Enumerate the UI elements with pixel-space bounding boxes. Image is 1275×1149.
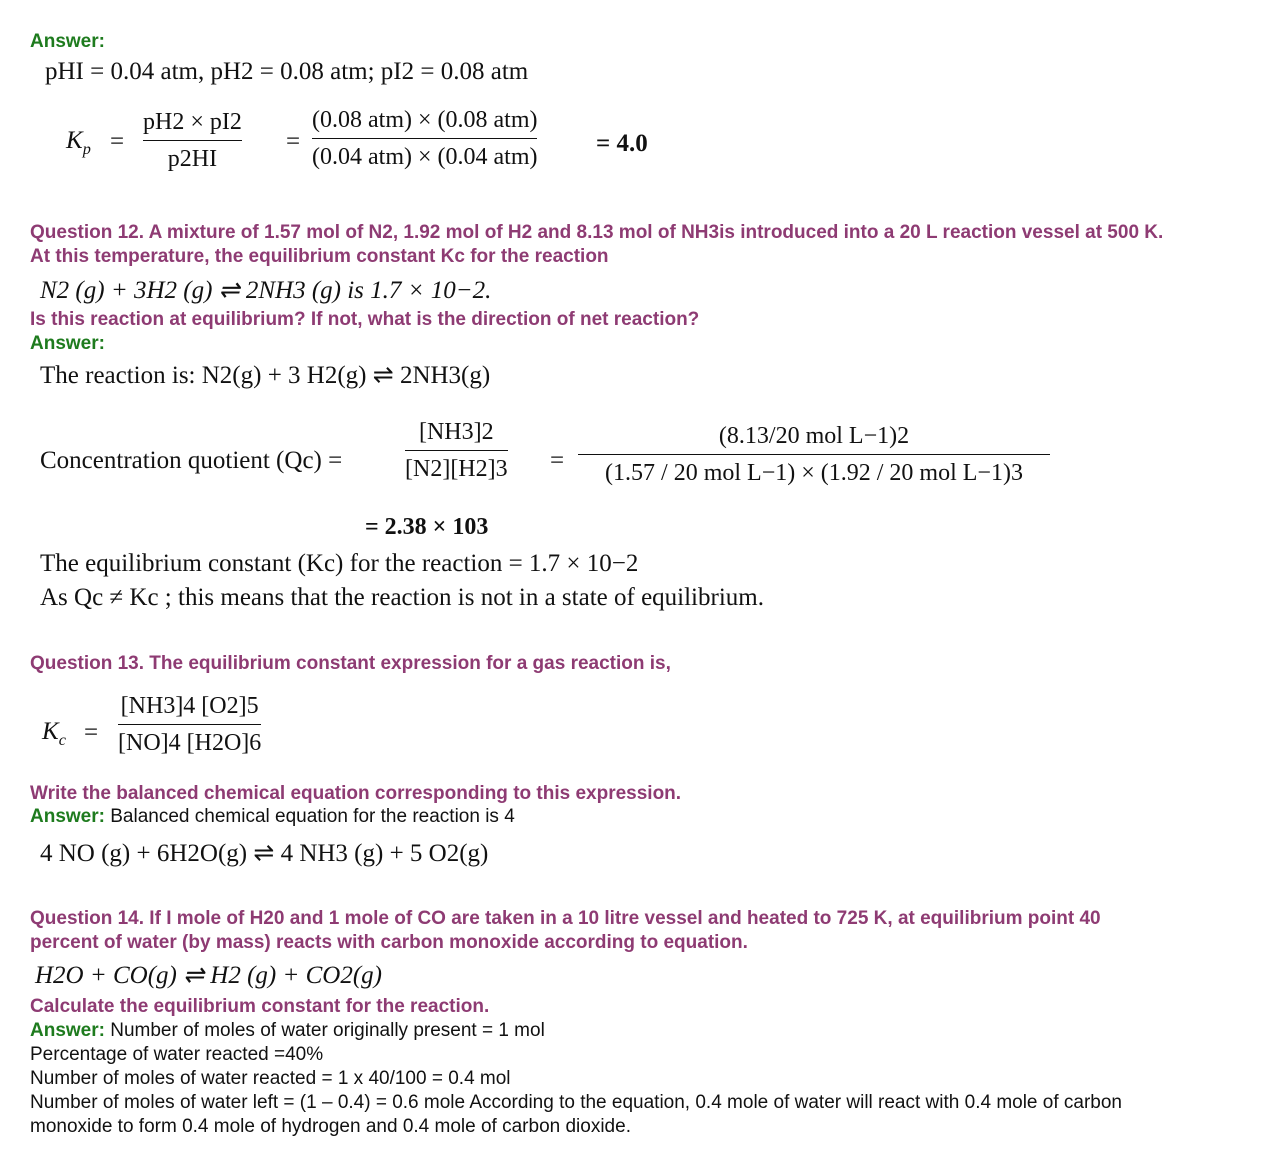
answer-label: Answer:	[30, 1020, 105, 1041]
kc-numerator: [NH3]4 [O2]5	[120, 693, 259, 719]
q13-equation: 4 NO (g) + 6H2O(g) ⇌ 4 NH3 (g) + 5 O2(g)	[40, 840, 489, 867]
kc-symbol: $K_c$	[42, 718, 66, 749]
kp-fraction-values	[312, 106, 537, 171]
qc-result: = 2.38 × 103	[365, 514, 489, 540]
q14-text-line1: Question 14. If I mole of H20 and 1 mole of CO are taken in a 10 litre vessel and heated to 725 K, at equilibrium point 40	[30, 908, 1101, 929]
answer-label: Answer:	[30, 31, 105, 52]
equals-sign: =	[286, 128, 301, 155]
q12-conclusion: As Qc ≠ Kc ; this means that the reaction is not in a state of equilibrium.	[40, 584, 764, 611]
fraction-bar	[312, 138, 537, 139]
kp-result: = 4.0	[596, 130, 648, 157]
kp-values-numerator: (0.08 atm) × (0.08 atm)	[312, 107, 538, 133]
equals-sign: =	[110, 128, 125, 155]
q12-kc-line: The equilibrium constant (Kc) for the reaction = 1.7 × 10−2	[40, 550, 639, 577]
pressures-line: pHI = 0.04 atm, pH2 = 0.08 atm; pI2 = 0.08 atm	[45, 58, 529, 85]
kc-denominator: [NO]4 [H2O]6	[118, 730, 262, 756]
kp-values-denominator: (0.04 atm) × (0.04 atm)	[312, 144, 538, 170]
q14-question: Calculate the equilibrium constant for the reaction.	[30, 996, 490, 1017]
fraction-bar	[405, 450, 508, 451]
q14-answer-line5: monoxide to form 0.4 mole of hydrogen and 0.4 mole of carbon dioxide.	[30, 1116, 631, 1137]
fraction-bar	[118, 724, 261, 725]
kp-fraction-symbolic	[143, 108, 242, 173]
q13-question: Write the balanced chemical equation corresponding to this expression.	[30, 783, 682, 804]
q12-question: Is this reaction at equilibrium? If not, what is the direction of net reaction?	[30, 309, 700, 330]
q12-text-line2: At this temperature, the equilibrium constant Kc for the reaction	[30, 246, 609, 267]
kp-symbol: $K_p$	[66, 127, 91, 158]
q14-text-line2: percent of water (by mass) reacts with carbon monoxide according to equation.	[30, 932, 748, 953]
q14-answer-line4: Number of moles of water left = (1 – 0.4) = 0.6 mole According to the equation, 0.4 mole of water will react with 0.4 mole of carbon	[30, 1092, 1122, 1113]
qc-values-numerator: (8.13/20 mol L−1)2	[718, 423, 910, 449]
q13-answer-line	[30, 806, 515, 828]
q13-answer-text: Balanced chemical equation for the reaction is 4	[110, 806, 515, 827]
q14-answer-line2: Percentage of water reacted =40%	[30, 1044, 324, 1065]
kc-expression-fraction	[118, 692, 261, 757]
answer-label: Answer:	[30, 333, 105, 354]
q14-answer-text: Number of moles of water originally present = 1 mol	[110, 1020, 545, 1041]
equals-sign: =	[84, 719, 99, 746]
fraction-bar	[143, 140, 242, 141]
qc-fraction-values	[578, 422, 1050, 487]
answer-label: Answer:	[30, 806, 105, 827]
q14-answer-line3: Number of moles of water reacted = 1 x 40/100 = 0.4 mol	[30, 1068, 511, 1089]
q12-reaction-is: The reaction is: N2(g) + 3 H2(g) ⇌ 2NH3(g)	[40, 362, 491, 389]
qc-values-denominator: (1.57 / 20 mol L−1) × (1.92 / 20 mol L−1)3	[605, 460, 1023, 486]
q14-answer-line1	[30, 1020, 545, 1042]
kp-denominator: p2HI	[167, 146, 218, 172]
equals-sign: =	[550, 447, 565, 474]
q12-text-line1: Question 12. A mixture of 1.57 mol of N2, 1.92 mol of H2 and 8.13 mol of NH3is introduced into a 20 L reaction vessel at 500 K.	[30, 222, 1164, 243]
q13-text: Question 13. The equilibrium constant expression for a gas reaction is,	[30, 653, 671, 674]
fraction-bar	[578, 454, 1050, 455]
kp-numerator: pH2 × pI2	[143, 109, 242, 135]
qc-denominator: [N2][H2]3	[405, 456, 508, 482]
q12-reaction: N2 (g) + 3H2 (g) ⇌ 2NH3 (g) is 1.7 × 10−2.	[40, 277, 492, 304]
qc-numerator: [NH3]2	[418, 419, 494, 445]
q14-equation: H2O + CO(g) ⇌ H2 (g) + CO2(g)	[35, 962, 383, 989]
qc-fraction-symbolic	[405, 418, 508, 483]
q12-quotient-label: Concentration quotient (Qc) =	[40, 447, 343, 474]
